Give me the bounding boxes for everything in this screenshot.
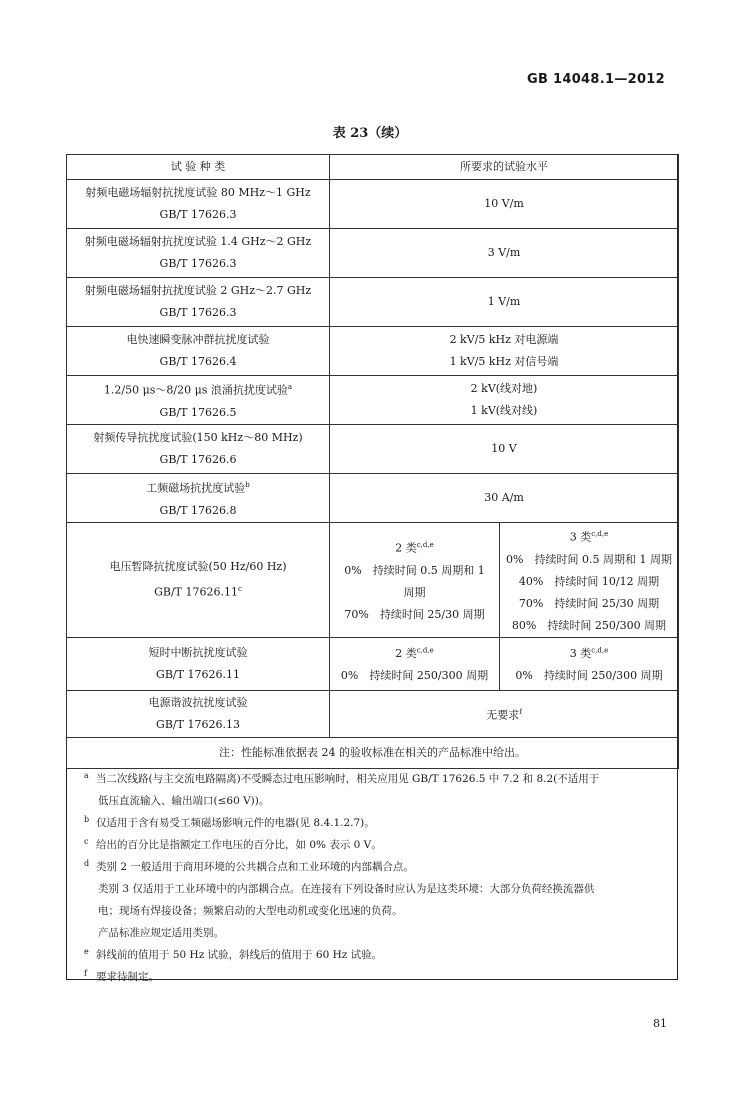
test-standard: GB/T 17626.3 bbox=[159, 208, 237, 221]
dip-line: 0% 持续时间 0.5 周期和 1 周期 bbox=[506, 552, 672, 566]
test-type-cell bbox=[67, 474, 330, 523]
footnote-mark: d bbox=[84, 859, 90, 868]
col-header-test-level: 所要求的试验水平 bbox=[330, 155, 679, 180]
test-type-cell bbox=[67, 637, 330, 690]
class2-cell bbox=[330, 637, 500, 690]
footnote-a bbox=[84, 768, 674, 812]
footnote-c bbox=[84, 834, 674, 856]
footnote-text: 产品标准应规定适用类别。 bbox=[98, 927, 224, 939]
test-level-line: 2 kV(线对地) bbox=[470, 382, 538, 395]
test-standard: GB/T 17626.3 bbox=[159, 306, 237, 319]
test-level-cell: 30 A/m bbox=[330, 474, 679, 523]
test-standard: GB/T 17626.5 bbox=[159, 405, 237, 419]
interrupt-line: 0% 持续时间 250/300 周期 bbox=[515, 669, 663, 683]
dip-line: 0% 持续时间 0.5 周期和 1 bbox=[344, 563, 485, 577]
footnote-text: 当二次线路(与主交流电路隔离)不受瞬态过电压影响时，相关应用见 GB/T 17626.5 中 7.2 和 8.2(不适用于 bbox=[96, 773, 600, 785]
class-label: 2 类$^{c,d,e}$ bbox=[395, 541, 434, 555]
test-level-cell: 1 V/m bbox=[330, 278, 679, 327]
footnote-d bbox=[84, 856, 674, 944]
standard-code: GB 14048.1—2012 bbox=[527, 72, 665, 87]
table-row bbox=[67, 376, 679, 425]
footnote-mark: c bbox=[84, 837, 89, 846]
test-name: 电压暂降抗扰度试验(50 Hz/60 Hz) bbox=[109, 560, 287, 573]
test-name: 工频磁场抗扰度试验 bbox=[146, 481, 246, 495]
test-level-cell bbox=[330, 376, 679, 425]
dip-line: 70% 持续时间 25/30 周期 bbox=[344, 607, 485, 621]
test-name: 射频电磁场辐射抗扰度试验 1.4 GHz～2 GHz bbox=[84, 235, 312, 248]
table-note-row bbox=[67, 737, 679, 768]
class-label: 2 类$^{c,d,e}$ bbox=[395, 646, 434, 661]
test-name: 射频电磁场辐射抗扰度试验 2 GHz～2.7 GHz bbox=[84, 284, 312, 297]
footnote-text: 斜线前的值用于 50 Hz 试验，斜线后的值用于 60 Hz 试验。 bbox=[96, 949, 383, 961]
table-row bbox=[67, 229, 679, 278]
col-header-test-type: 试 验 种 类 bbox=[67, 155, 330, 180]
interrupt-line: 0% 持续时间 250/300 周期 bbox=[340, 669, 489, 683]
table-row-harmonics bbox=[67, 690, 679, 737]
test-type-cell bbox=[67, 327, 330, 376]
dip-line: 80% 持续时间 250/300 周期 bbox=[511, 618, 667, 632]
footnote-text: 电；现场有焊接设备；频繁启动的大型电动机或变化迅速的负荷。 bbox=[98, 905, 403, 917]
table-row bbox=[67, 474, 679, 523]
class3-cell bbox=[500, 637, 679, 690]
test-level-cell: 10 V bbox=[330, 425, 679, 474]
class-label: 3 类$^{c,d,e}$ bbox=[569, 530, 609, 544]
test-name: 射频传导抗扰度试验(150 kHz～80 MHz) bbox=[93, 431, 303, 444]
test-level-line: 1 kV(线对线) bbox=[470, 404, 538, 417]
test-standard: GB/T 17626.6 bbox=[159, 453, 237, 466]
test-standard: GB/T 17626.3 bbox=[159, 257, 237, 270]
test-name: 电源谐波抗扰度试验 bbox=[148, 695, 248, 709]
footnote-b bbox=[84, 812, 674, 834]
footnote-text: 类别 3 仅适用于工业环境中的内部耦合点。在连接有下列设备时应认为是这类环境：大部分负荷经换流器供 bbox=[98, 883, 595, 895]
footnote-text: 低压直流输入、输出端口(≤60 V))。 bbox=[98, 795, 270, 807]
test-type-cell bbox=[67, 425, 330, 474]
test-level-cell: 3 V/m bbox=[330, 229, 679, 278]
table-row bbox=[67, 327, 679, 376]
test-level-cell: 10 V/m bbox=[330, 180, 679, 229]
footnote-text: 给出的百分比是指额定工作电压的百分比，如 0% 表示 0 V。 bbox=[96, 839, 382, 851]
footnote-f bbox=[84, 966, 674, 988]
test-type-cell bbox=[67, 278, 330, 327]
test-name: 射频电磁场辐射抗扰度试验 80 MHz～1 GHz bbox=[85, 186, 311, 199]
table-title: 表 23（续） bbox=[332, 126, 408, 141]
dip-line: 周期 bbox=[403, 585, 426, 599]
test-standard: GB/T 17626.13 bbox=[156, 717, 240, 731]
table-row-short-interrupt bbox=[67, 637, 679, 690]
test-type-cell bbox=[67, 690, 330, 737]
test-level-cell bbox=[330, 690, 679, 737]
test-standard: GB/T 17626.11 bbox=[154, 585, 238, 599]
test-standard: GB/T 17626.11 bbox=[156, 667, 240, 681]
test-level-line: 1 kV/5 kHz 对信号端 bbox=[449, 355, 559, 368]
table-row bbox=[67, 180, 679, 229]
footnote-text: 类别 2 一般适用于商用环境的公共耦合点和工业环境的内部耦合点。 bbox=[96, 861, 414, 873]
class3-cell bbox=[500, 523, 679, 638]
footnote-e bbox=[84, 944, 674, 966]
footnote-mark: a bbox=[84, 771, 89, 780]
table-row-voltage-dip bbox=[67, 523, 679, 638]
test-name: 短时中断抗扰度试验 bbox=[148, 645, 248, 659]
test-name: 电快速瞬变脉冲群抗扰度试验 bbox=[126, 333, 270, 346]
footnote-ref: c bbox=[237, 585, 242, 593]
footnote-ref: f bbox=[519, 707, 522, 716]
footnote-text: 仅适用于含有易受工频磁场影响元件的电器(见 8.4.1.2.7)。 bbox=[96, 817, 375, 829]
test-name: 1.2/50 μs～8/20 μs 浪涌抗扰度试验 bbox=[103, 383, 288, 397]
footnote-text: 要求待制定。 bbox=[96, 971, 159, 983]
test-level-cell bbox=[330, 327, 679, 376]
footnote-mark: e bbox=[84, 947, 89, 956]
footnote-ref: a bbox=[287, 383, 293, 392]
table-row bbox=[67, 278, 679, 327]
test-standard: GB/T 17626.8 bbox=[159, 503, 237, 517]
footnotes bbox=[84, 768, 674, 988]
test-type-cell bbox=[67, 229, 330, 278]
test-level-value: 无要求 bbox=[486, 708, 520, 722]
footnote-mark: f bbox=[84, 969, 87, 978]
test-type-cell bbox=[67, 523, 330, 638]
page-number: 81 bbox=[653, 1017, 667, 1030]
class-label: 3 类$^{c,d,e}$ bbox=[569, 646, 609, 661]
table-row bbox=[67, 425, 679, 474]
test-type-cell bbox=[67, 180, 330, 229]
footnote-ref: b bbox=[245, 481, 250, 490]
test-standard: GB/T 17626.4 bbox=[159, 355, 237, 368]
footnote-mark: b bbox=[84, 815, 90, 824]
header-row bbox=[67, 155, 679, 180]
test-level-line: 2 kV/5 kHz 对电源端 bbox=[449, 333, 559, 346]
test-type-cell bbox=[67, 376, 330, 425]
dip-line: 70% 持续时间 25/30 周期 bbox=[518, 596, 660, 610]
class2-cell bbox=[330, 523, 500, 638]
dip-line: 40% 持续时间 10/12 周期 bbox=[518, 574, 660, 588]
table-note: 注：性能标准依据表 24 的验收标准在相关的产品标准中给出。 bbox=[67, 737, 679, 768]
test-level-table bbox=[66, 154, 679, 769]
